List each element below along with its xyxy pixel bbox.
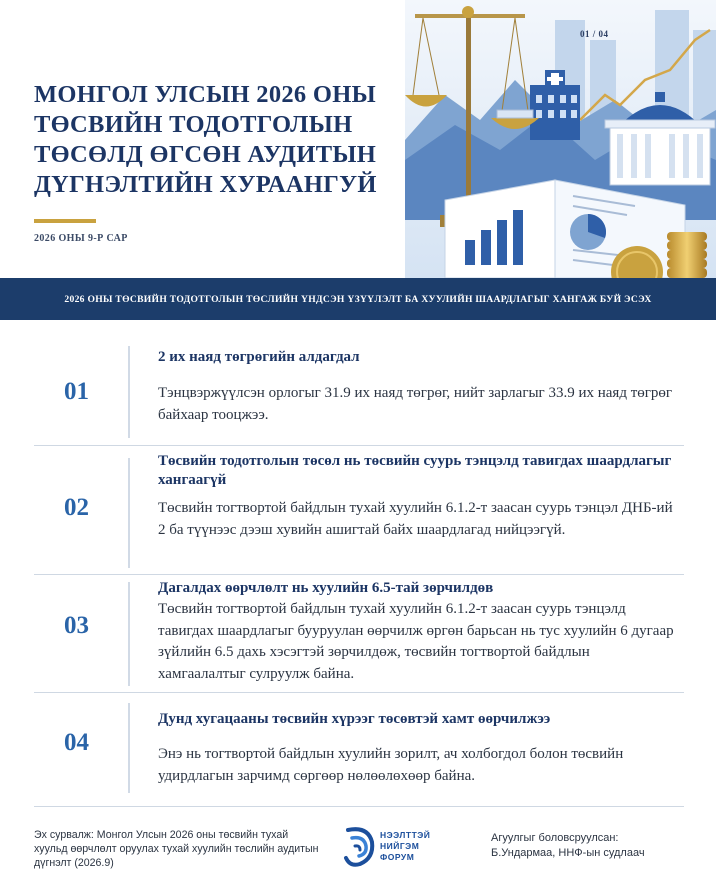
item-separator xyxy=(34,574,684,575)
logo-line-3: ФОРУМ xyxy=(380,852,415,862)
item-divider-01 xyxy=(128,346,130,438)
source-note: Эх сурвалж: Монгол Улсын 2026 оны төсвийн тухай хуульд өөрчлөлт оруулах тухай хуулийн төслийн аудитын дүгнэлт (2026.9) xyxy=(34,829,319,869)
item-divider-02 xyxy=(128,458,130,568)
item-divider-04 xyxy=(128,703,130,793)
item-body-01: Тэнцвэржүүлсэн орлогыг 31.9 их наяд төгрөг, нийт зарлагыг 33.9 их наяд төгрөг байхаар тооцжээ. xyxy=(158,385,673,423)
item-number-02: 02 xyxy=(64,494,89,521)
page-indicator: 01 / 04 xyxy=(580,29,609,39)
item-number-03: 03 xyxy=(64,612,89,639)
header xyxy=(0,0,716,278)
logo-text xyxy=(380,830,430,863)
publication-date: 2026 ОНЫ 9-Р САР xyxy=(34,233,128,244)
header-illustration xyxy=(405,0,716,278)
finance-illustration xyxy=(405,0,716,278)
title-line-2: ТӨСВИЙН ТОДОТГОЛЫН xyxy=(34,111,353,138)
forum-logo-icon xyxy=(342,822,378,872)
item-separator xyxy=(34,692,684,693)
item-body-03: Төсвийн тогтвортой байдлын тухай хуулийн 6.1.2-т заасан суурь тэнцэлд тавигдах шаардлагыг бууруулан өөрчилж өргөн барьсан нь тус хуулийн 6 дугаар зүйлийн 6.5 дахь хэсэгтэй зөрчилдөж, төсвийн тогтвортой байдлын хамгаалалтыг сулруулж байна. xyxy=(158,601,674,682)
credit-line-1: Агуулгыг боловсруулсан: xyxy=(491,832,619,844)
title-line-3: ТӨСӨЛД ӨГСӨН АУДИТЫН xyxy=(34,141,377,168)
item-title-01: 2 их наяд төгрөгийн алдагдал xyxy=(158,349,360,365)
item-title-02: Төсвийн тодотголын төсөл нь төсвийн суурь тэнцэлд тавигдах шаардлагыг хангаагүй xyxy=(158,453,672,488)
banner-text: 2026 ОНЫ ТӨСВИЙН ТОДОТГОЛЫН ТӨСЛИЙН ҮНДСЭН ҮЗҮҮЛЭЛТ БА ХУУЛИЙН ШААРДЛАГЫГ ХАНГАЖ БУЙ ЭСЭХ xyxy=(64,293,652,305)
title-line-4: ДҮГНЭЛТИЙН ХУРААНГУЙ xyxy=(34,171,377,198)
item-body-04: Энэ нь тогтвортой байдлын хуулийн зорилт, ач холбогдол болон төсвийн удирдлагын зарчимд сөргөөр нөлөөлөхөөр байна. xyxy=(158,746,624,784)
page-title xyxy=(34,80,394,200)
item-divider-03 xyxy=(128,582,130,686)
title-line-1: МОНГОЛ УЛСЫН 2026 ОНЫ xyxy=(34,81,376,108)
item-number-01: 01 xyxy=(64,378,89,405)
section-banner xyxy=(0,278,716,320)
item-title-04: Дунд хугацааны төсвийн хүрээг төсөвтэй хамт өөрчилжээ xyxy=(158,711,551,727)
item-number-04: 04 xyxy=(64,729,89,756)
footer-divider xyxy=(34,806,684,807)
title-accent-rule xyxy=(34,219,96,223)
organization-logo xyxy=(342,822,452,872)
item-separator xyxy=(34,445,684,446)
credit-line-2: Б.Ундармаа, ННФ-ын судлаач xyxy=(491,847,645,859)
logo-line-1: НЭЭЛТТЭЙ xyxy=(380,830,431,840)
author-credit xyxy=(491,831,691,861)
item-body-02: Төсвийн тогтвортой байдлын тухай хуулийн 6.1.2-т заасан суурь тэнцэл ДНБ-ий 2 ба түүнээс дээш хувийн ашигтай байх шаардлагад нийцээгүй. xyxy=(158,500,673,538)
logo-line-2: НИЙГЭМ xyxy=(380,841,420,851)
item-title-03: Дагалдах өөрчлөлт нь хуулийн 6.5-тай зөрчилдөв xyxy=(158,580,494,596)
